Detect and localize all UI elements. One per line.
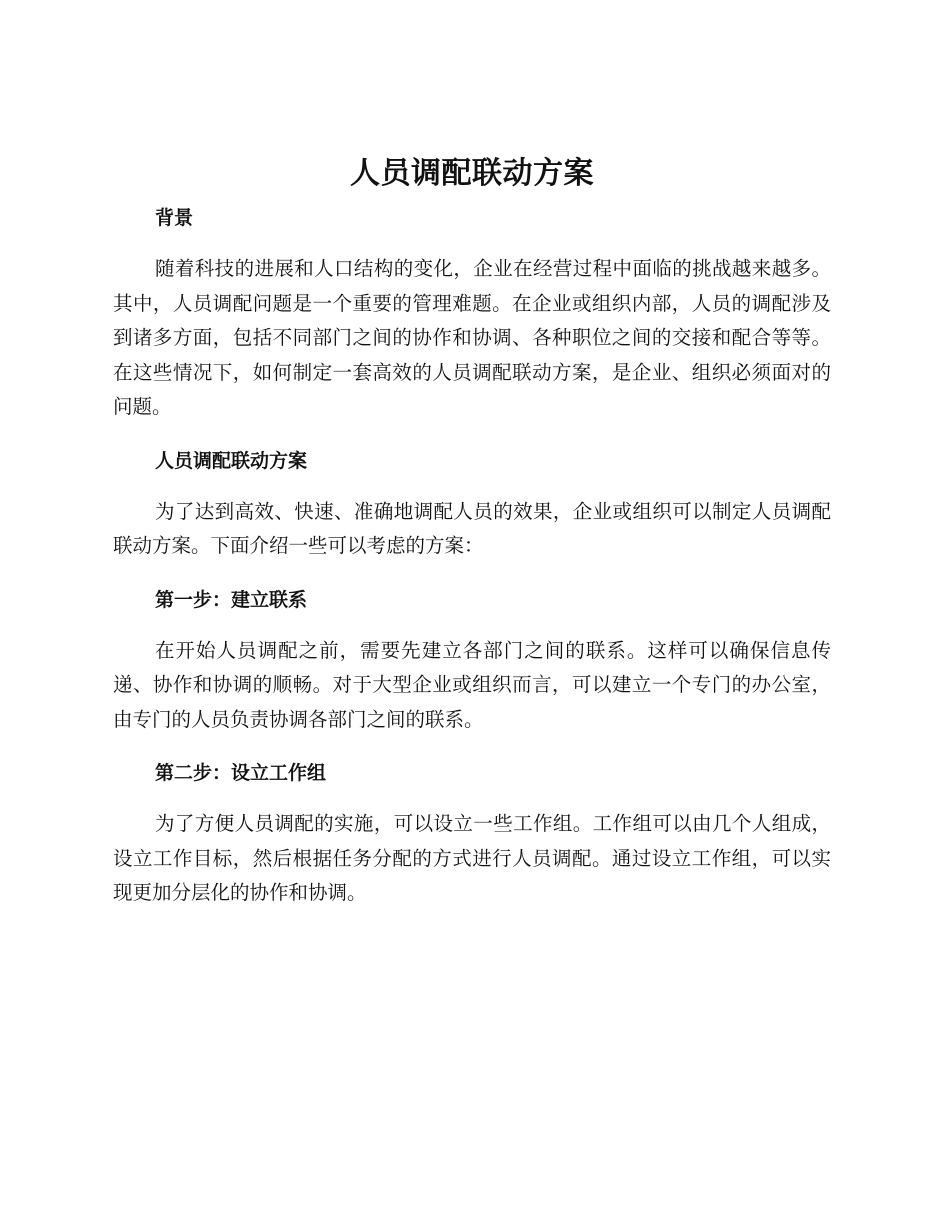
section-heading-background: 背景	[155, 207, 194, 229]
paragraph-background: 随着科技的进展和人口结构的变化，企业在经营过程中面临的挑战越来越多。其中，人员调配问题是一个重要的管理难题。在企业或组织内部，人员的调配涉及到诸多方面，包括不同部门之间的协作和协调、各种职位之间的交接和配合等等。在这些情况下，如何制定一套高效的人员调配联动方案，是企业、组织必须面对的问题。	[113, 257, 831, 418]
section-heading-step-two: 第二步：设立工作组	[155, 762, 327, 784]
paragraph-plan: 为了达到高效、快速、准确地调配人员的效果，企业或组织可以制定人员调配联动方案。下面介绍一些可以考虑的方案：	[113, 499, 831, 557]
paragraph-step-one: 在开始人员调配之前，需要先建立各部门之间的联系。这样可以确保信息传递、协作和协调的顺畅。对于大型企业或组织而言，可以建立一个专门的办公室，由专门的人员负责协调各部门之间的联系。	[113, 638, 831, 731]
document-title: 人员调配联动方案	[350, 156, 594, 191]
paragraph-step-two: 为了方便人员调配的实施，可以设立一些工作组。工作组可以由几个人组成，设立工作目标，然后根据任务分配的方式进行人员调配。通过设立工作组，可以实现更加分层化的协作和协调。	[113, 812, 831, 904]
section-heading-step-one: 第一步：建立联系	[155, 588, 308, 611]
section-heading-plan: 人员调配联动方案	[155, 449, 308, 472]
document-body	[113, 148, 831, 933]
